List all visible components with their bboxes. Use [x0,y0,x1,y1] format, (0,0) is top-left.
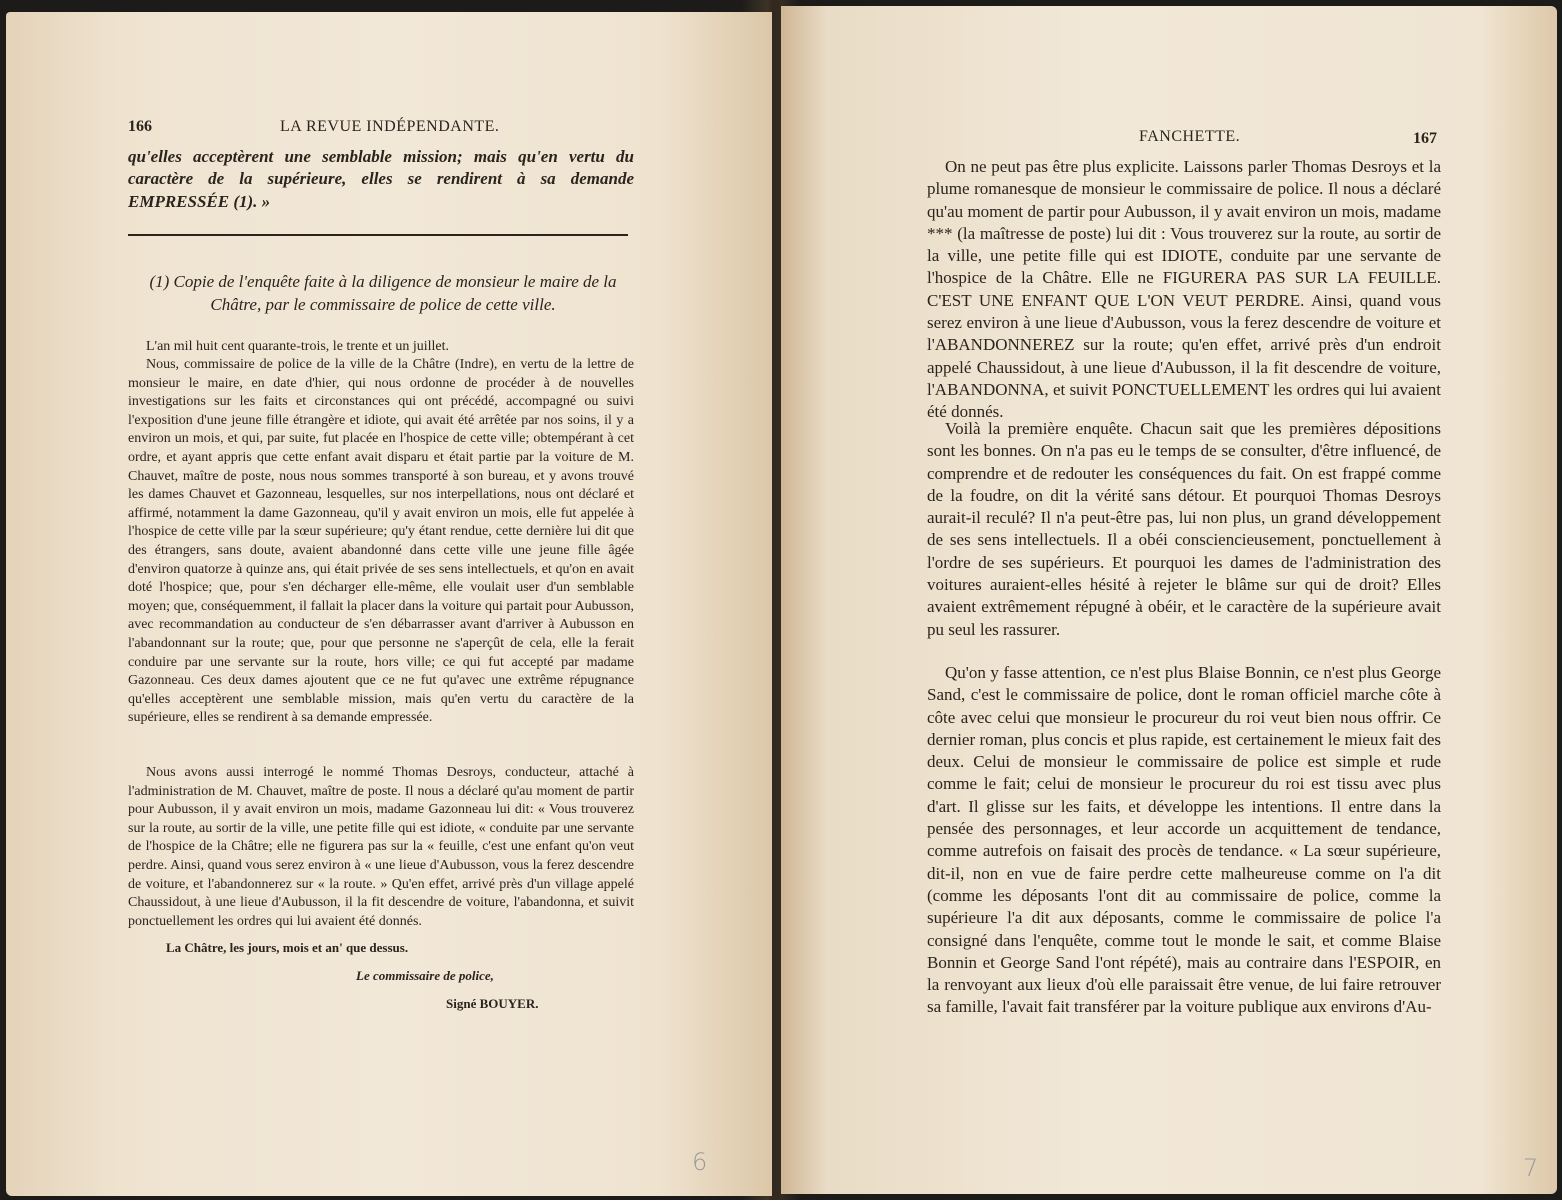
body-paragraph: Qu'on y fasse attention, ce n'est plus Blaise Bonnin, ce n'est plus George Sand, c'est le commissaire de police, dont le roman officiel marche côte à côte avec celui que monsieur le procureur du roi veut bien nous offrir. Ce dernier roman, plus concis et plus rapide, est certainement le mieux fait des deux. Celui de monsieur le commissaire de police est simple et rude comme le fait; celui de monsieur le procureur du roi est tissu avec plus d'art. Il glisse sur les faits, et développe les intentions. Il entre dans la pensée des personnages, et leur accorde un acquittement de tendance, comme autrefois on faisait des procès de tendance. « La sœur supérieure, dit-il, non en vue de faire perdre cette malheureuse comme on l'a dit (comme les déposants l'ont dit au commissaire de police, comme la supérieure l'a dit aux déposants, comme le commissaire de police l'a consigné dans l'enquête, comme tout le monde le sait, et comme Blaise Bonnin et George Sand l'ont répété), mais au contraire dans l'ESPOIR, en la renvoyant aux lieux d'où elle paraissait être venue, de lui faire retrouver sa famille, l'avait fait transférer par la voiture publique aux environs d'Au- [927,663,1441,1017]
body-paragraph: On ne peut pas être plus explicite. Laissons parler Thomas Desroys et la plume romanesque de monsieur le commissaire de police. Il nous a déclaré qu'au moment de partir pour Aubusson, il y avait environ un mois, madame *** (la maîtresse de poste) lui dit : Vous trouverez sur la route, au sortir de la ville, une petite fille qui est IDIOTE, conduite par une servante de l'hospice de la Châtre. Elle ne FIGURERA PAS SUR LA FEUILLE. C'EST UNE ENFANT QUE L'ON VEUT PERDRE. Ainsi, quand vous serez environ à une lieue d'Aubusson, vous la ferez descendre de voiture et l'ABANDONNEREZ sur la route; qu'en effet, arrivé près d'un endroit appelé Chaussidout, à une lieue d'Aubusson, il la fit descendre de voiture, l'ABANDONNA, et suivit PONCTUELLEMENT les ordres qui lui avaient été donnés. [927,157,1441,422]
page-number: 166 [128,118,152,135]
running-head: FANCHETTE. [1139,128,1241,145]
signature-role: Le commissaire de police, [356,968,494,983]
running-head: LA REVUE INDÉPENDANTE. [280,118,500,135]
closing-line: La Châtre, les jours, mois et an' que dessus. [166,940,409,955]
pencil-folio: 6 [692,1148,708,1176]
page-number: 167 [1413,130,1437,147]
footnote-rule [128,234,628,236]
right-page [781,6,1557,1194]
footnote-paragraph: L'an mil huit cent quarante-trois, le trente et un juillet. [146,339,450,354]
footnote-paragraph: Nous, commissaire de police de la ville de la Châtre (Indre), en vertu de la lettre de monsieur le maire, en date d'hier, qui nous ordonne de procéder à de nouvelles investigations sur les faits et circonstances qui ont précédé, accompagné ou suivi l'exposition d'une jeune fille étrangère et idiote, qui avait été arrêtée par nos soins, il y a environ un mois, et qui, par suite, fut placée en l'hospice de cette ville; obtempérant à cet ordre, et ayant appris que cette enfant avait disparu et était partie par la voiture de M. Chauvet, maître de poste, nous nous sommes transporté à son bureau, et y avons trouvé les dames Chauvet et Gazonneau, lesquelles, sur nos interpellations, nous ont déclaré et affirmé, notamment la dame Gazonneau, qu'il y avait environ un mois, elle fut appelée à l'hospice de cette ville par la sœur supérieure; qu'y étant rendue, cette dernière lui dit que des étrangers, sans doute, avaient abandonné dans cette ville une jeune fille âgée d'environ quatorze à quinze ans, qui était privée de ses sens intellectuels, et qu'on en avait doté l'hospice; que, pour s'en décharger elle-même, elle voulait user d'un semblable moyen; que, conséquemment, il fallait la placer dans la voiture qui partait pour Aubusson, avec recommandation au conducteur de s'en débarrasser avant d'arriver à Aubusson en l'abandonnant sur la route; que, pour que personne ne s'aperçût de cela, elle la ferait conduire par une servante sur la route, hors ville; ce qui fut accepté par madame Gazonneau. Ces deux dames ajoutent que ce ne fut qu'avec une extrême répugnance qu'elles acceptèrent une semblable mission, mais qu'en vertu du caractère de la supérieure, elles se rendirent à sa demande empressée. [128,357,634,726]
signature-name: Signé BOUYER. [446,996,539,1011]
left-page [6,12,772,1196]
footnote-title: (1) Copie de l'enquête faite à la diligence de monsieur le maire de la Châtre, par le commissaire de police de cette ville. [149,272,617,314]
body-paragraph: Voilà la première enquête. Chacun sait que les premières dépositions sont les bonnes. On n'a pas eu le temps de se consulter, d'être influencé, de comprendre et de redouter les conséquences du fait. On est frappé comme de la foudre, on dit la vérité sans détour. Et pourquoi Thomas Desroys aurait-il reculé? Il n'a peut-être pas, lui non plus, un grand développement de ses sens intellectuels. Il a obéi consciencieusement, ponctuellement à l'ordre de ses supérieurs. Et pourquoi les dames de l'administration des voitures auraient-elles hésité à rejeter le blâme sur qui de droit? Elles avaient extrêmement répugné à obéir, et le caractère de la supérieure avait pu seul les rassurer. [927,419,1441,639]
pencil-folio: 7 [1523,1154,1539,1182]
footnote-paragraph: Nous avons aussi interrogé le nommé Thomas Desroys, conducteur, attaché à l'administration de M. Chauvet, maître de poste. Il nous a déclaré qu'au moment de partir pour Aubusson, il y avait environ un mois, madame Gazonneau lui dit: « Vous trouverez sur la route, au sortir de la ville, une petite fille qui est idiote, « conduite par une servante de l'hospice de la Châtre; elle ne figurera pas sur la « feuille, c'est une enfant qu'on veut perdre. Ainsi, quand vous serez environ à « une lieue d'Aubusson, vous la ferez descendre de voiture, et l'abandonnerez sur « la route. » Qu'en effet, arrivé près d'un village appelé Chaussidout, à une lieue d'Aubusson, il la fit descendre de voiture, l'abandonna, et suivit ponctuellement les ordres qui lui avaient été donnés. [128,765,634,929]
top-quote: qu'elles acceptèrent une semblable mission; mais qu'en vertu du caractère de la supérieure, elles se rendirent à sa demande EMPRESSÉE (1). » [128,147,634,211]
